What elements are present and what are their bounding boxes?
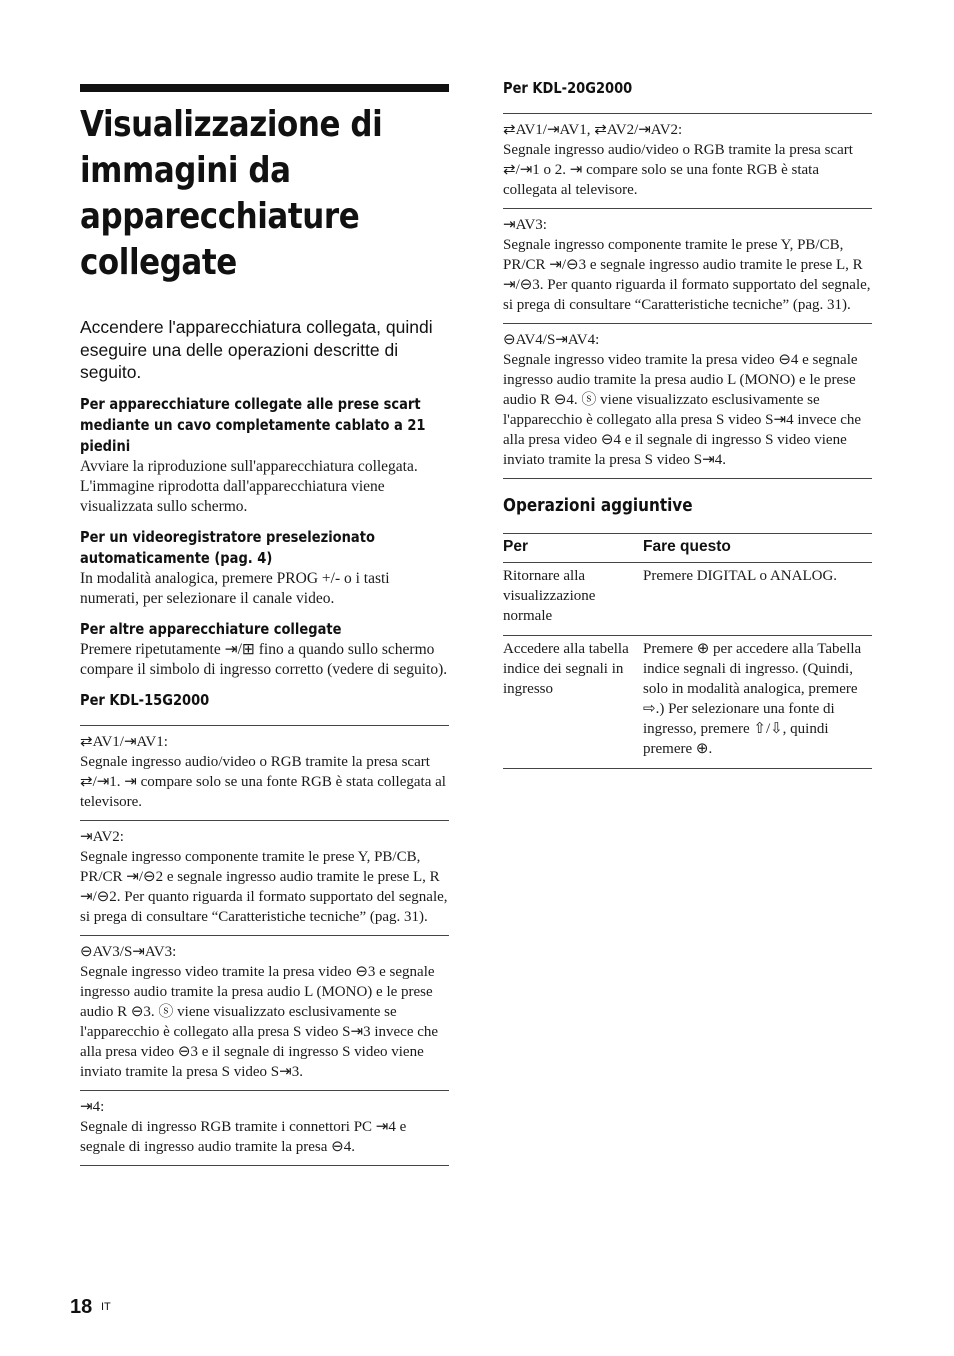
list-item <box>80 726 449 821</box>
cell-fare: Premere DIGITAL o ANALOG. <box>643 563 872 636</box>
ops-heading: Operazioni aggiuntive <box>503 496 693 516</box>
entry-body: Segnale ingresso audio/video o RGB tramite la presa scart ⇄/⇥1. ⇥ compare solo se una fonte RGB è stata collegata al televisore. <box>80 753 446 810</box>
scart-text-1: Avviare la riproduzione sull'apparecchiatura collegata. <box>80 457 418 475</box>
list-item <box>503 324 872 479</box>
entry-body: Segnale ingresso componente tramite le prese Y, PB/CB, PR/CR ⇥/⊖2 e segnale ingresso audio tramite le prese L, R ⇥/⊖2. Per quanto riguarda il formato supportato del segnale, si prega di consultare “Caratteristiche tecniche” (pag. 31). <box>80 848 448 925</box>
operations-table <box>503 533 872 769</box>
entry-head: ⇥AV2: <box>80 828 124 845</box>
cell-fare: Premere ⊕ per accedere alla Tabella indice segnali di ingresso. (Quindi, solo in modalità analogica, premere ⇨.) Per selezionare una fonte di ingresso, premere ⇧/⇩, quindi premere ⊕. <box>643 636 872 769</box>
entry-body: Segnale ingresso componente tramite le prese Y, PB/CB, PR/CR ⇥/⊖3 e segnale ingresso audio tramite le prese L, R ⇥/⊖3. Per quanto riguarda il formato supportato del segnale, si prega di consultare “Caratteristiche tecniche” (pag. 31). <box>503 237 871 313</box>
entry-head: ⇄AV1/⇥AV1, ⇄AV2/⇥AV2: <box>503 122 683 138</box>
cell-per: Accedere alla tabella indice dei segnali in ingresso <box>503 636 643 769</box>
entry-body: Segnale ingresso audio/video o RGB tramite la presa scart ⇄/⇥1 o 2. ⇥ compare solo se una fonte RGB è stata collegata al televisore. <box>503 142 853 198</box>
entry-head: ⊖AV3/S⇥AV3: <box>80 943 177 960</box>
entry-head: ⇥AV3: <box>503 217 547 233</box>
entry-head: ⇥4: <box>80 1098 105 1115</box>
scart-text <box>80 457 449 517</box>
table-row <box>503 636 872 769</box>
title-rule <box>80 84 449 92</box>
scart-heading: Per apparecchiature collegate alle prese scart mediante un cavo completamente cablato a 21 piedini <box>80 394 426 455</box>
scart-text-2: L'immagine riprodotta dall'apparecchiatura viene visualizzata sullo schermo. <box>80 477 385 515</box>
entry-body: Segnale ingresso video tramite la presa video ⊖3 e segnale ingresso audio tramite la presa audio L (MONO) e le prese audio R ⊖3. ⓢ viene visualizzato esclusivamente se l'apparecchio è collegato alla presa S video S⇥3 invece che alla presa video ⊖3 e il segnale di ingresso S video viene inviato tramite la presa S video S⇥3. <box>80 963 439 1080</box>
intro-text: Accendere l'apparecchiatura collegata, quindi eseguire una delle operazioni descritte di seguito. <box>80 317 433 382</box>
table-header-row <box>503 534 872 563</box>
model-heading-15: Per KDL-15G2000 <box>80 690 210 709</box>
list-item <box>503 209 872 324</box>
list-item <box>503 114 872 209</box>
right-column <box>503 78 872 769</box>
entry-head: ⇄AV1/⇥AV1: <box>80 733 168 750</box>
vcr-heading: Per un videoregistratore preselezionato automaticamente (pag. 4) <box>80 527 375 567</box>
page-language: IT <box>101 1301 111 1313</box>
list-item <box>80 821 449 936</box>
cell-per: Ritornare alla visualizzazione normale <box>503 563 643 636</box>
entry-body: Segnale di ingresso RGB tramite i connettori PC ⇥4 e segnale di ingresso audio tramite la presa ⊖4. <box>80 1118 407 1155</box>
column-header-fare: Fare questo <box>643 534 872 563</box>
list-item <box>80 1091 449 1166</box>
column-header-per: Per <box>503 534 643 563</box>
left-column <box>80 84 449 1166</box>
entry-body: Segnale ingresso video tramite la presa video ⊖4 e segnale ingresso audio tramite la presa audio L (MONO) e le prese audio R ⊖4. ⓢ viene visualizzato esclusivamente se l'apparecchio è collegato alla presa S video S⇥4 invece che alla presa video ⊖4 e il segnale di ingresso S video viene inviato tramite la presa S video S⇥4. <box>503 352 862 468</box>
other-heading: Per altre apparecchiature collegate <box>80 619 342 638</box>
entry-head: ⊖AV4/S⇥AV4: <box>503 332 600 348</box>
input-list-20 <box>503 113 872 479</box>
page-title: Visualizzazione di immagini da apparecchiature collegate <box>80 104 383 283</box>
other-text: Premere ripetutamente ⇥/⊞ fino a quando sullo schermo compare il simbolo di ingresso corretto (vedere di seguito). <box>80 640 448 678</box>
model-heading-20: Per KDL-20G2000 <box>503 79 633 97</box>
page-number: 18 <box>70 1296 93 1318</box>
table-row <box>503 563 872 636</box>
list-item <box>80 936 449 1091</box>
vcr-text: In modalità analogica, premere PROG +/- o i tasti numerati, per selezionare il canale video. <box>80 569 390 607</box>
input-list-15 <box>80 725 449 1166</box>
